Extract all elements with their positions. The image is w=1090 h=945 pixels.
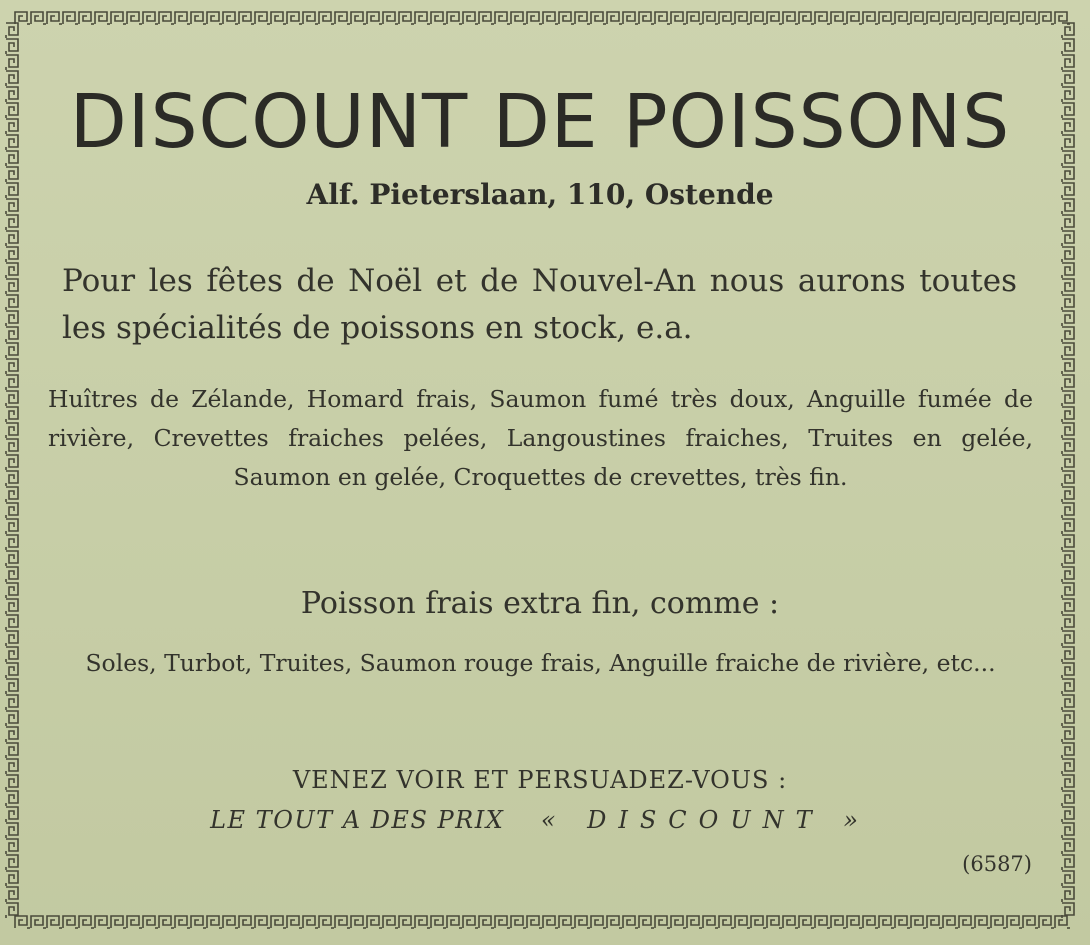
greek-key-border-bottom bbox=[14, 914, 1070, 930]
price-slogan bbox=[30, 806, 1050, 834]
price-slogan-discount: « DISCOUNT » bbox=[540, 806, 870, 834]
fresh-fish-heading: Poisson frais extra fin, comme : bbox=[300, 586, 780, 621]
greek-key-border-right bbox=[1060, 22, 1078, 918]
ad-title: DISCOUNT DE POISSONS bbox=[69, 79, 1011, 165]
ad-intro: Pour les fêtes de Noël et de Nouvel-An nous aurons toutes les spécialités de poissons en stock, e.a. bbox=[62, 263, 1017, 346]
fresh-fish-list: Soles, Turbot, Truites, Saumon rouge frais, Anguille fraiche de rivière, etc... bbox=[85, 649, 996, 677]
call-to-action: VENEZ VOIR ET PERSUADEZ-VOUS : bbox=[292, 766, 788, 794]
greek-key-border-top bbox=[14, 10, 1070, 26]
greek-key-border-left bbox=[4, 22, 22, 918]
ad-reference-number: (6587) bbox=[962, 852, 1032, 876]
ad-address: Alf. Pieterslaan, 110, Ostende bbox=[306, 178, 774, 211]
price-slogan-prefix: LE TOUT A DES PRIX bbox=[210, 806, 505, 834]
advertisement-body bbox=[30, 50, 1050, 900]
specialties-list: Huîtres de Zélande, Homard frais, Saumon fumé très doux, Anguille fumée de rivière, Crevettes fraiches pelées, Langoustines fraiches, Truites en gelée, Saumon en gelée, Croquettes de crevettes, très fin. bbox=[48, 385, 1033, 491]
